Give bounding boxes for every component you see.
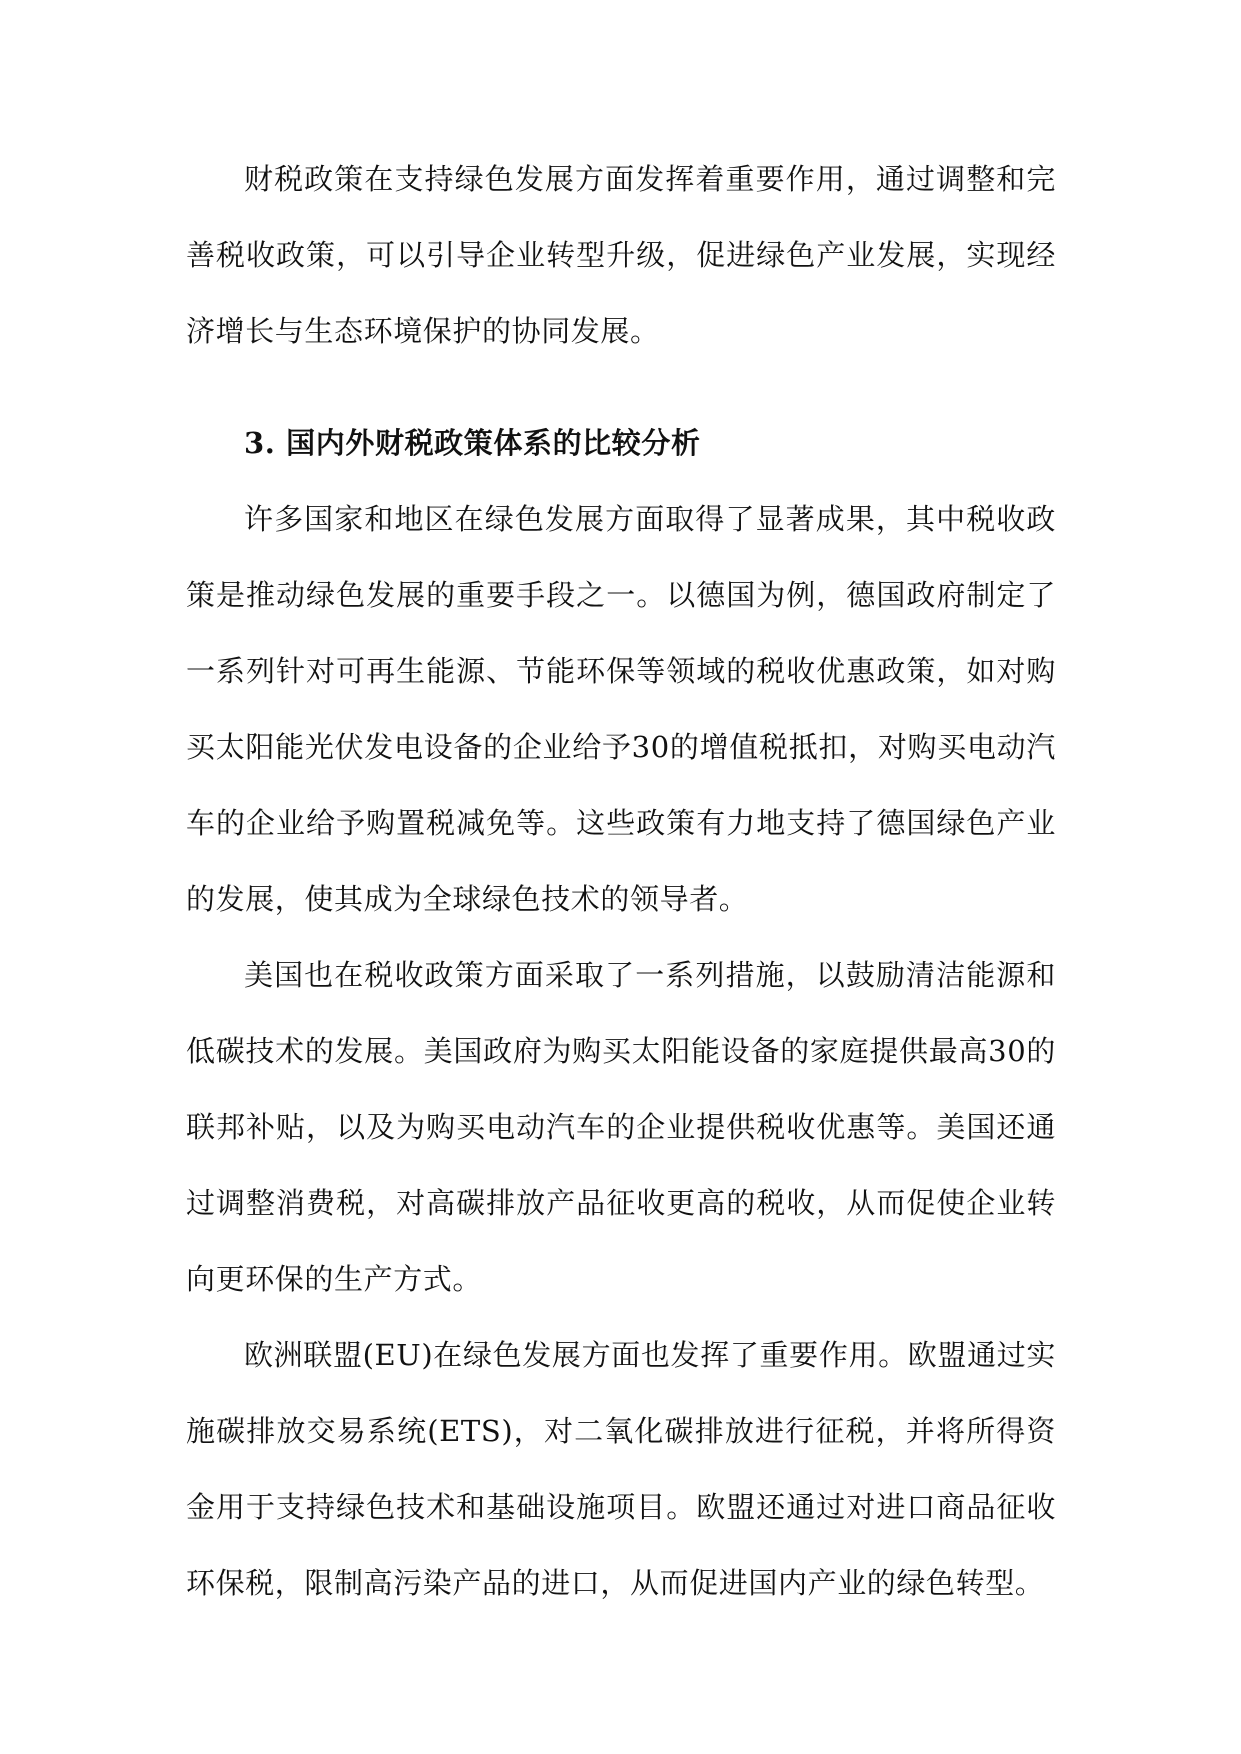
document-body	[186, 141, 1056, 1621]
section-heading: 3. 国内外财税政策体系的比较分析	[244, 426, 701, 460]
paragraph-intro: 财税政策在支持绿色发展方面发挥着重要作用，通过调整和完善税收政策，可以引导企业转型升级，促进绿色产业发展，实现经济增长与生态环境保护的协同发展。	[186, 162, 1056, 348]
paragraph-eu: 欧洲联盟(EU)在绿色发展方面也发挥了重要作用。欧盟通过实施碳排放交易系统(ETS)，对二氧化碳排放进行征税，并将所得资金用于支持绿色技术和基础设施项目。欧盟还通过对进口商品征收环保税，限制高污染产品的进口，从而促进国内产业的绿色转型。	[186, 1338, 1056, 1600]
paragraph-usa: 美国也在税收政策方面采取了一系列措施，以鼓励清洁能源和低碳技术的发展。美国政府为购买太阳能设备的家庭提供最高30的联邦补贴，以及为购买电动汽车的企业提供税收优惠等。美国还通过调整消费税，对高碳排放产品征收更高的税收，从而促使企业转向更环保的生产方式。	[186, 958, 1056, 1296]
paragraph-germany: 许多国家和地区在绿色发展方面取得了显著成果，其中税收政策是推动绿色发展的重要手段之一。以德国为例，德国政府制定了一系列针对可再生能源、节能环保等领域的税收优惠政策，如对购买太阳能光伏发电设备的企业给予30的增值税抵扣，对购买电动汽车的企业给予购置税减免等。这些政策有力地支持了德国绿色产业的发展，使其成为全球绿色技术的领导者。	[186, 502, 1056, 916]
